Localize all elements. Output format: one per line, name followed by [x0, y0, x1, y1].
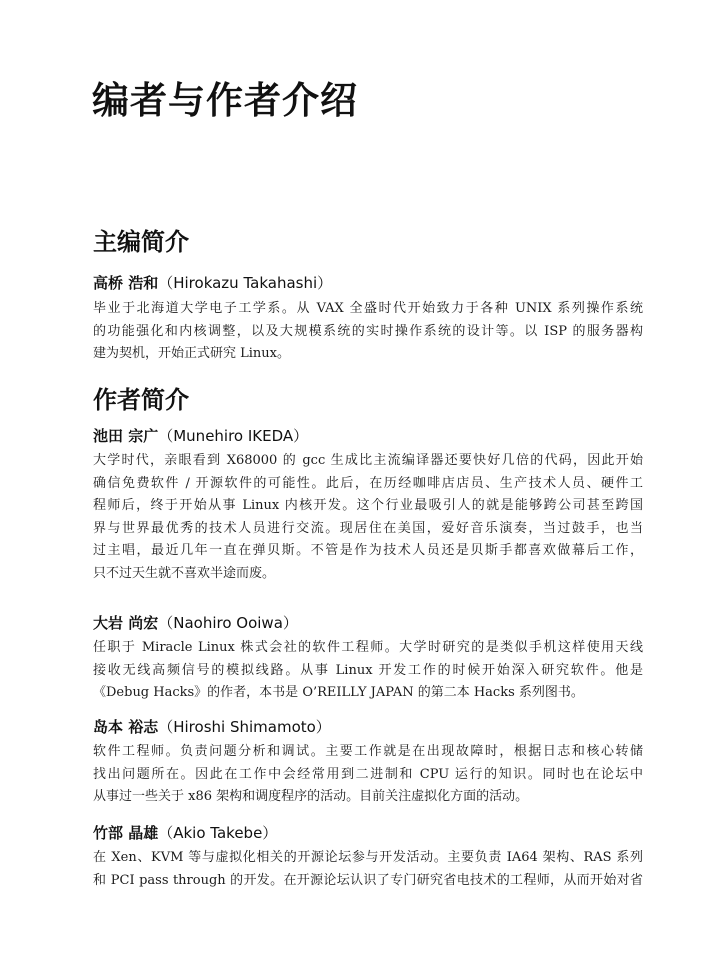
- page-title: 编者与作者介绍: [92, 79, 358, 122]
- person-bio: [93, 450, 643, 586]
- person-name-cn: 岛本 裕志: [93, 718, 159, 736]
- person-bio: [93, 298, 643, 366]
- bio-line: 过主唱，最近几年一直在弹贝斯。不管是作为技术人员还是贝斯手都喜欢做幕后工作，: [93, 543, 643, 559]
- bio-line: 接收无线高频信号的模拟线路。从事 Linux 开发工作的时候开始深入研究软件。他是: [93, 662, 643, 678]
- bio-line: 建为契机，开始正式研究 Linux。: [93, 346, 290, 362]
- bio-line: 任职于 Miracle Linux 株式会社的软件工程师。大学时研究的是类似手机这样使用天线: [93, 640, 643, 655]
- person-bio: [93, 847, 643, 892]
- person-bio: [93, 637, 643, 705]
- person-bio: [93, 741, 643, 809]
- person-name: [93, 272, 332, 293]
- person-name-cn: 高桥 浩和: [93, 274, 159, 292]
- bio-line: 只不过天生就不喜欢半途而废。: [93, 565, 276, 581]
- bio-line: 界与世界最优秀的技术人员进行交流。现居住在美国，爱好音乐演奏，当过鼓手，也当: [93, 520, 643, 536]
- author-section-heading: 作者简介: [93, 386, 189, 414]
- person-name: [93, 425, 308, 446]
- bio-line: 找出问题所在。因此在工作中会经常用到二进制和 CPU 运行的知识。同时也在论坛中: [93, 766, 643, 782]
- bio-line: 软件工程师。负责问题分析和调试。主要工作就是在出现故障时，根据日志和核心转储: [93, 744, 643, 759]
- person-name: [93, 716, 331, 737]
- person-name: [93, 612, 298, 633]
- person-name-cn: 池田 宗广: [93, 427, 159, 445]
- bio-line: 从事过一些关于 x86 架构和调度程序的活动。目前关注虚拟化方面的活动。: [93, 789, 529, 805]
- bio-line: 在 Xen、KVM 等与虚拟化相关的开源论坛参与开发活动。主要负责 IA64 架构、RAS 系列: [93, 850, 643, 865]
- person-name-cn: 竹部 晶雄: [93, 824, 159, 842]
- person-name-en: （Hirokazu Takahashi）: [158, 274, 333, 292]
- person-name: [93, 822, 277, 843]
- person-name-en: （Akio Takebe）: [158, 824, 278, 842]
- bio-line: 《Debug Hacks》的作者，本书是 O’REILLY JAPAN 的第二本 Hacks 系列图书。: [93, 685, 584, 701]
- bio-line: 大学时代，亲眼看到 X68000 的 gcc 生成比主流编译器还要快好几倍的代码，因此开始: [93, 453, 643, 468]
- bio-line: 和 PCI pass through 的开发。在开源论坛认识了专门研究省电技术的工程师，从而开始对省: [93, 872, 643, 888]
- editor-section-heading: 主编简介: [93, 228, 189, 256]
- bio-line: 毕业于北海道大学电子工学系。从 VAX 全盛时代开始致力于各种 UNIX 系列操作系统: [93, 301, 643, 316]
- person-name-cn: 大岩 尚宏: [93, 614, 159, 632]
- bio-line: 确信免费软件 / 开源软件的可能性。此后，在历经咖啡店店员、生产技术人员、硬件工: [93, 475, 643, 491]
- person-name-en: （Munehiro IKEDA）: [158, 427, 309, 445]
- bio-line: 程师后，终于开始从事 Linux 内核开发。这个行业最吸引人的就是能够跨公司甚至跨国: [93, 498, 643, 514]
- bio-line: 的功能强化和内核调整，以及大规模系统的实时操作系统的设计等。以 ISP 的服务器构: [93, 323, 643, 339]
- person-name-en: （Naohiro Ooiwa）: [158, 614, 298, 632]
- person-name-en: （Hiroshi Shimamoto）: [158, 718, 331, 736]
